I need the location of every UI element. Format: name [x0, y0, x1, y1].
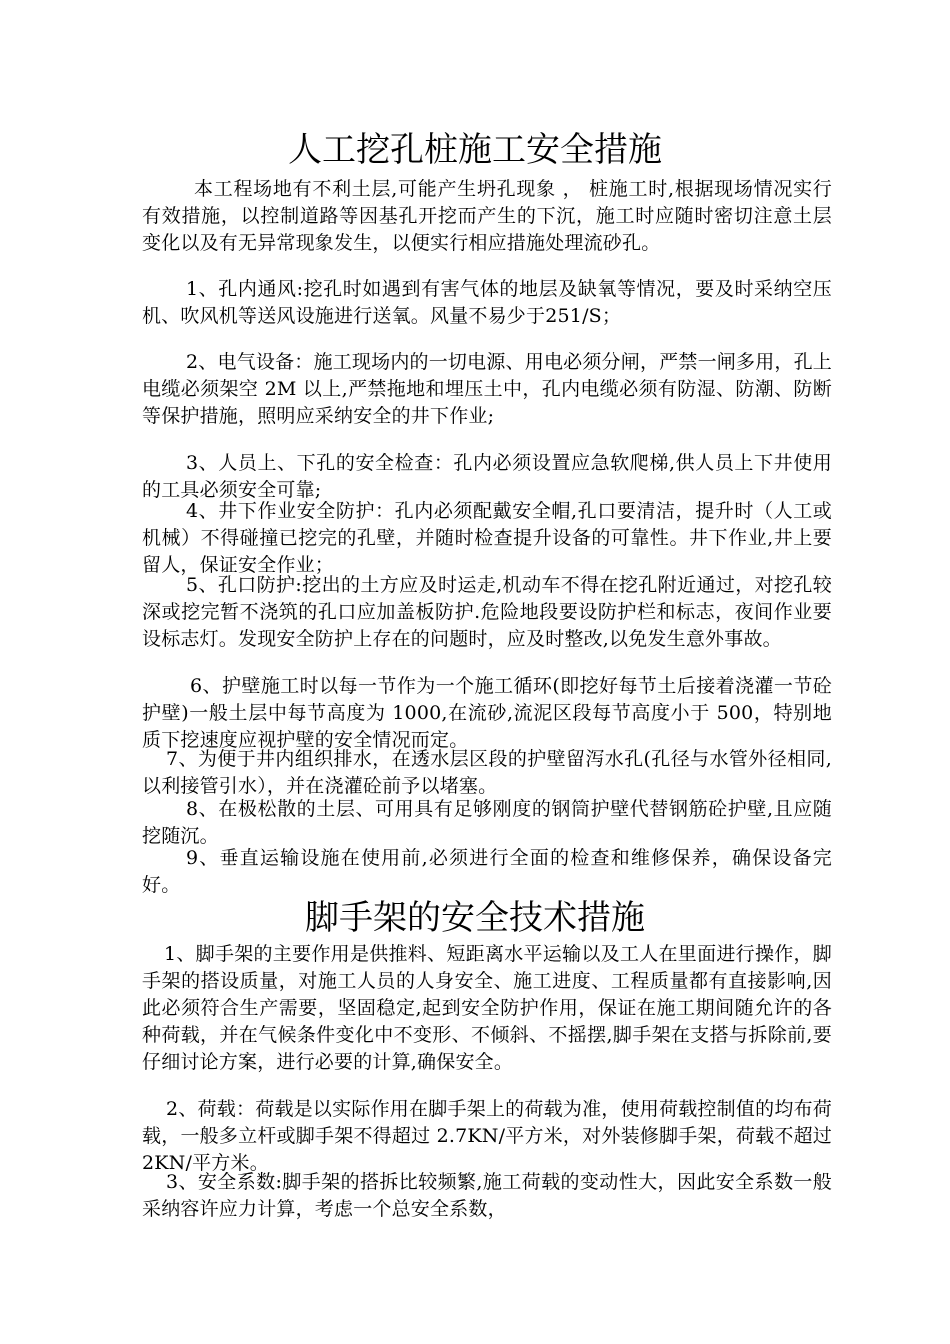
paragraph-item-4: 4、井下作业安全防护：孔内必须配戴安全帽,孔口要清洁，提升时（人工或机械）不得碰撞已挖完的孔壁，并随时检查提升设备的可靠性。井下作业,井上要留人，保证安全作业；: [142, 500, 832, 576]
paragraph-scaffold-2: 2、荷载：荷载是以实际作用在脚手架上的荷载为准，使用荷载控制值的均布荷载，一般多立杆或脚手架不得超过 2.7KN/平方米，对外装修脚手架，荷载不超过 2KN/平方米。: [142, 1098, 832, 1174]
paragraph-item-3: 3、人员上、下孔的安全检查：孔内必须设置应急软爬梯,供人员上下井使用的工具必须安全可靠;: [142, 452, 832, 501]
paragraph-item-5: 5、孔口防护:挖出的土方应及时运走,机动车不得在挖孔附近通过，对挖孔较深或挖完暂不浇筑的孔口应加盖板防护.危险地段要设防护栏和标志，夜间作业要设标志灯。发现安全防护上存在的问题时，应及时整改,以免发生意外事故。: [142, 574, 832, 650]
paragraph-item-2: 2、电气设备：施工现场内的一切电源、用电必须分闸，严禁一闸多用，孔上电缆必须架空 2M 以上,严禁拖地和埋压土中，孔内电缆必须有防湿、防潮、防断等保护措施，照明应采纳安全的井下作业;: [142, 351, 832, 427]
paragraph-scaffold-3: 3、安全系数:脚手架的搭拆比较频繁,施工荷载的变动性大，因此安全系数一般采纳容许应力计算，考虑一个总安全系数，: [142, 1171, 832, 1220]
paragraph-item-8: 8、在极松散的土层、可用具有足够刚度的钢筒护壁代替钢筋砼护壁,且应随挖随沉。: [142, 798, 832, 847]
paragraph-item-9: 9、垂直运输设施在使用前,必须进行全面的检查和维修保养，确保设备完好。: [142, 847, 832, 896]
paragraph-item-1: 1、孔内通风:挖孔时如遇到有害气体的地层及缺氧等情况，要及时采纳空压机、吹风机等送风设施进行送氧。风量不易少于251/S；: [142, 278, 832, 327]
paragraph-item-6: 6、护壁施工时以每一节作为一个施工循环(即挖好每节土后接着浇灌一节砼护壁)一般土层中每节高度为 1000,在流砂,流泥区段每节高度小于 500，特别地质下挖速度应视护壁的安全情况而定。: [142, 675, 832, 751]
section-title-pile: 人工挖孔桩施工安全措施: [288, 130, 662, 170]
paragraph-intro: 本工程场地有不利土层,可能产生坍孔现象 ， 桩施工时,根据现场情况实行有效措施，以控制道路等因基孔开挖而产生的下沉，施工时应随时密切注意土层变化以及有无异常现象发生，以便实行相应措施处理流砂孔。: [142, 178, 832, 254]
section-title-scaffold: 脚手架的安全技术措施: [305, 898, 645, 938]
paragraph-item-7: 7、为便于井内组织排水，在透水层区段的护壁留泻水孔(孔径与水管外径相同,以利接管引水），并在浇灌砼前予以堵塞。: [142, 748, 832, 797]
paragraph-scaffold-1: 1、脚手架的主要作用是供推料、短距离水平运输以及工人在里面进行操作，脚手架的搭设质量，对施工人员的人身安全、施工进度、工程质量都有直接影响,因此必须符合生产需要，坚固稳定,起到安全防护作用，保证在施工期间随允许的各种荷载，并在气候条件变化中不变形、不倾斜、不摇摆,脚手架在支搭与拆除前,要仔细讨论方案，进行必要的计算,确保安全。: [142, 943, 832, 1073]
